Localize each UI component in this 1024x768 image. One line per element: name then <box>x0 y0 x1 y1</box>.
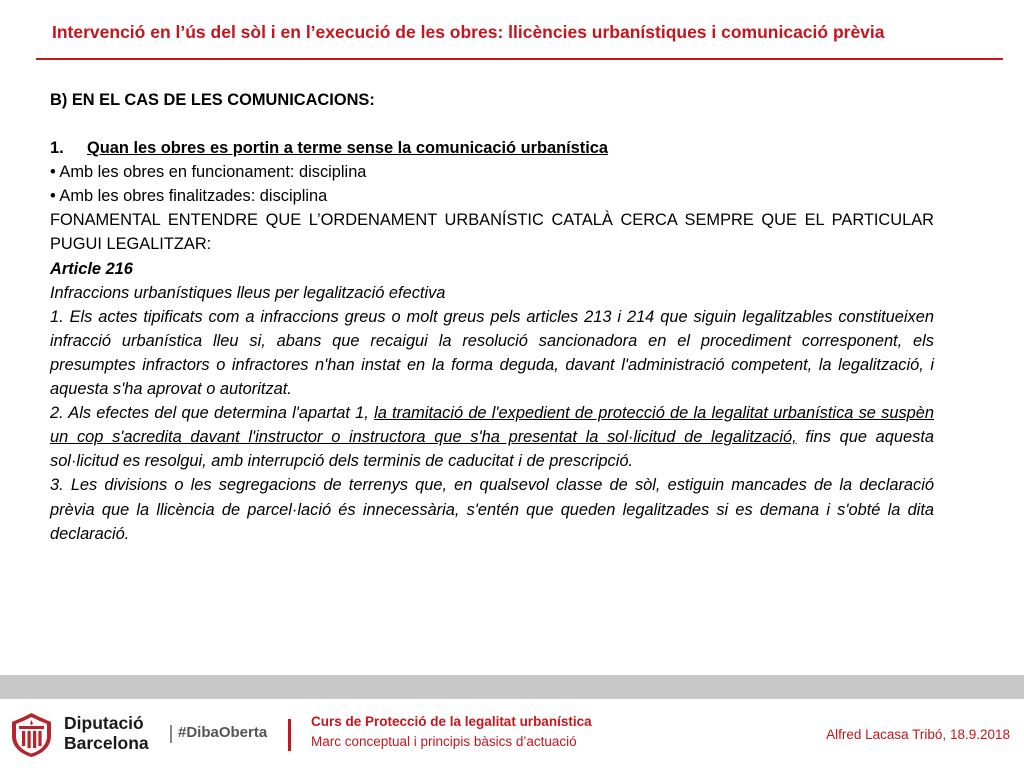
fundamental-statement: FONAMENTAL ENTENDRE QUE L’ORDENAMENT URBANÍSTIC CATALÀ CERCA SEMPRE QUE EL PARTICULAR PUGUI LEGALITZAR: <box>50 211 934 254</box>
footer <box>0 699 1024 768</box>
title-divider <box>36 58 1003 60</box>
slide-body <box>50 88 934 546</box>
bullet-item: • Amb les obres en funcionament: disciplina <box>50 163 367 182</box>
diputacio-shield-icon <box>10 712 53 758</box>
article-paragraph-2-rest: fins que aquesta sol·licitud es resolgui, amb interrupció dels terminis de caducitat i de prescripció. <box>50 428 934 471</box>
course-accent-bar <box>288 719 291 751</box>
logo-separator <box>170 725 172 743</box>
logo-line-1: Diputació <box>64 713 144 733</box>
course-title: Curs de Protecció de la legalitat urbanística <box>311 714 592 729</box>
article-paragraph-1: 1. Els actes tipificats com a infraccions greus o molt greus pels articles 213 i 214 que siguin legalitzables constitueixen infracció urbanística lleu si, abans que recaigui la resolució sancionadora en el procediment corresponent, els presumptes infractors o infractores n'han instat en la forma deguda, davant l'administració competent, la legalització, i aquesta s'ha aprovat o autoritzat. <box>50 307 934 399</box>
bullet-item: • Amb les obres finalitzades: disciplina <box>50 187 328 206</box>
slide-title: Intervenció en l’ús del sòl i en l’execució de les obres: llicències urbanístiques i comunicació prèvia <box>52 22 885 42</box>
article-title: Article 216 <box>50 259 133 278</box>
section-heading: B) EN EL CAS DE LES COMUNICACIONS: <box>50 91 375 109</box>
article-paragraph-2-intro: 2. Als efectes del que determina l'apartat 1, <box>50 404 375 423</box>
footer-band <box>0 675 1024 699</box>
course-subtitle: Marc conceptual i principis bàsics d’actuació <box>311 734 577 749</box>
logo-wordmark <box>64 713 149 753</box>
article-paragraph-2-underlined: la tramitació de l'expedient de protecció de la legalitat urbanística se suspèn un cop s'acredita davant l'instructor o instructora que s'ha presentat la sol·licitud de legalització, <box>50 404 934 447</box>
numbered-item-1-number: 1. <box>50 139 64 158</box>
numbered-item-1 <box>50 136 934 160</box>
article-paragraph-2 <box>50 401 934 473</box>
numbered-item-1-text: Quan les obres es portin a terme sense la comunicació urbanística <box>87 139 609 158</box>
logo-line-2: Barcelona <box>64 733 149 753</box>
article-paragraph-3: 3. Les divisions o les segregacions de terrenys que, en qualsevol classe de sòl, estiguin mancades de la declaració prèvia que la llicència de parcel·lació és innecessària, s'entén que queden legalitzades si es demana i s'obté la dita declaració. <box>50 476 934 543</box>
hashtag-label: #DibaOberta <box>178 724 268 741</box>
article-subtitle: Infraccions urbanístiques lleus per legalització efectiva <box>50 283 446 302</box>
author-date: Alfred Lacasa Tribó, 18.9.2018 <box>826 727 1010 742</box>
